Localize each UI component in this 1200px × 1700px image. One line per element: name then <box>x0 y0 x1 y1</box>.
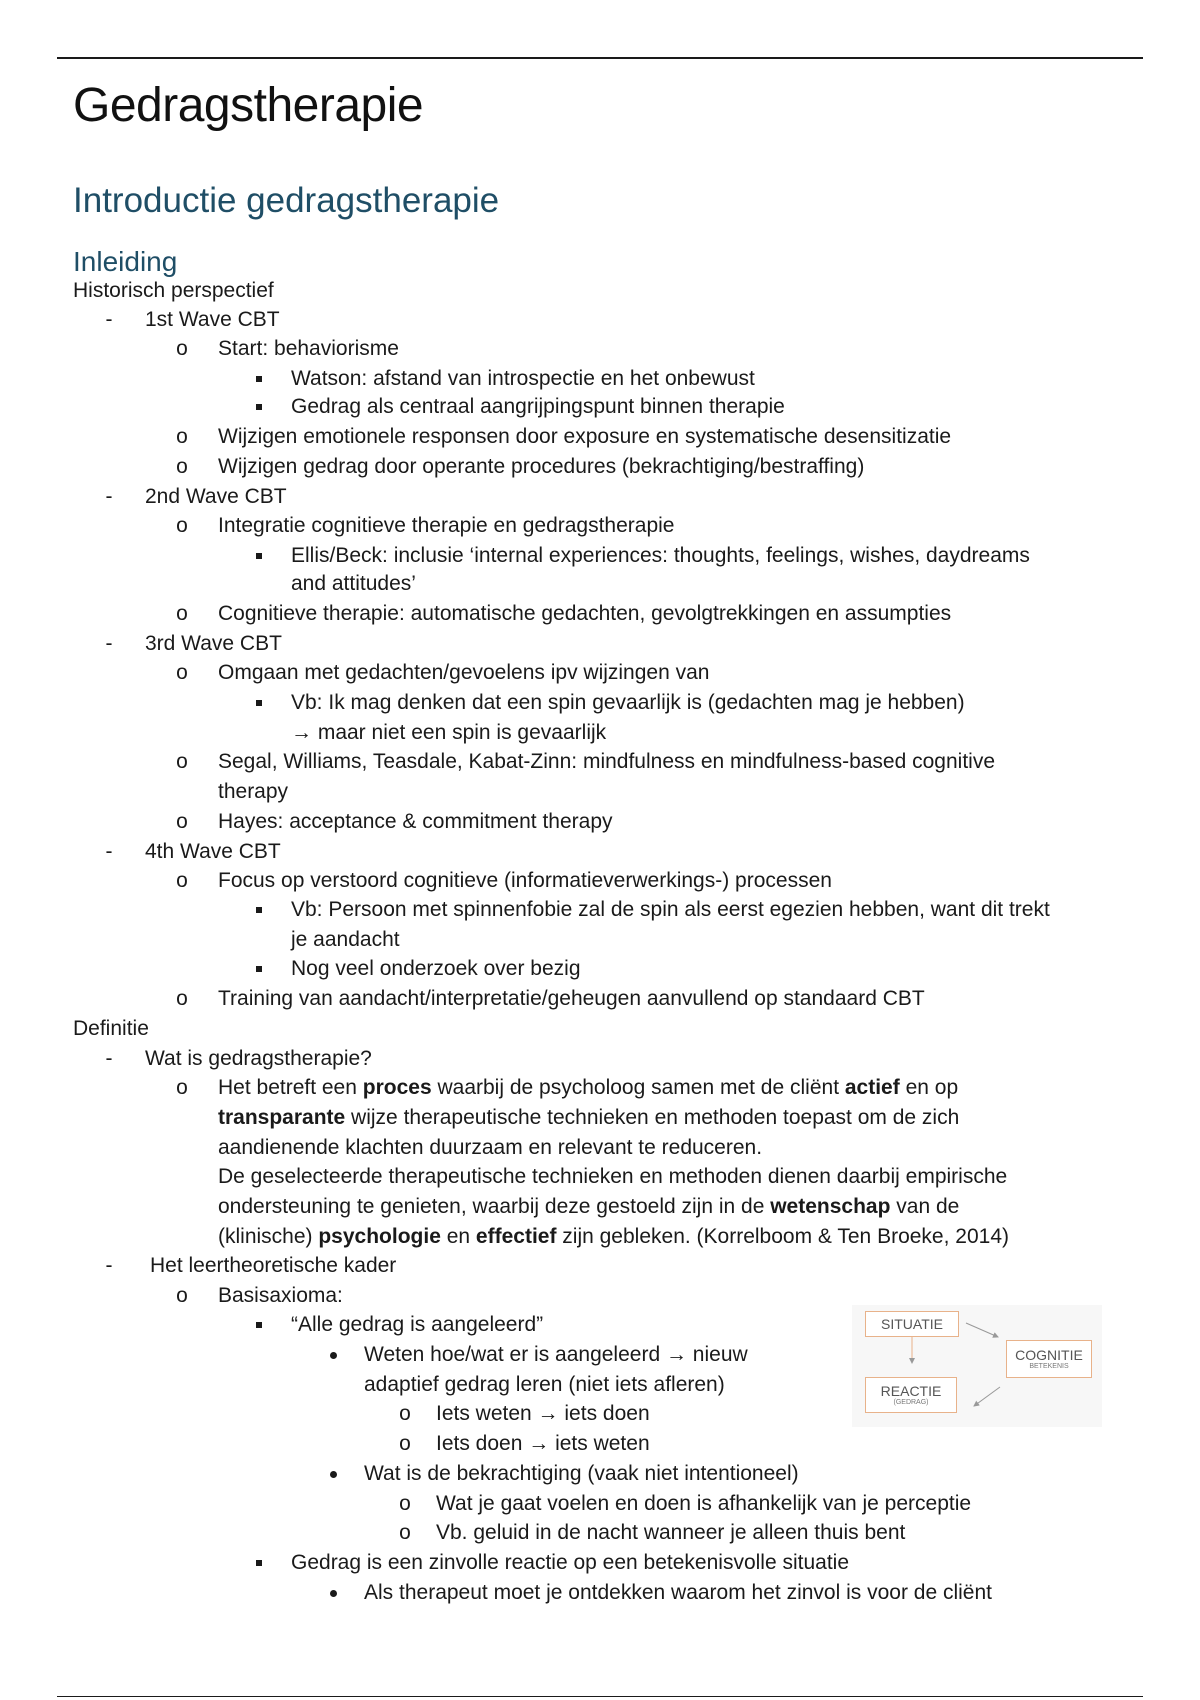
text-run: en <box>440 1225 476 1248</box>
round-bullet-icon <box>330 1471 337 1478</box>
circle-bullet-icon: o <box>176 810 188 833</box>
list-item: Gedrag als centraal aangrijpingspunt binnen therapie <box>291 395 785 418</box>
list-item: Start: behaviorisme <box>218 337 399 360</box>
list-item: Weten hoe/wat er is aangeleerd → nieuw <box>364 1343 748 1366</box>
list-item: Cognitieve therapie: automatische gedachten, gevolgtrekkingen en assumpties <box>218 602 952 625</box>
bold-term: transparante <box>218 1106 346 1129</box>
list-item: Het leertheoretische kader <box>150 1254 397 1277</box>
text-run: ondersteuning te genieten, waarbij deze gestoeld zijn in de <box>218 1195 771 1218</box>
list-item: Als therapeut moet je ontdekken waarom het zinvol is voor de cliënt <box>364 1581 993 1604</box>
list-item <box>218 1223 1009 1251</box>
list-item: Ellis/Beck: inclusie ‘internal experiences: thoughts, feelings, wishes, daydreams <box>291 544 1030 567</box>
list-item: Segal, Williams, Teasdale, Kabat-Zinn: mindfulness en mindfulness-based cognitive <box>218 750 996 773</box>
circle-bullet-icon: o <box>176 514 188 537</box>
list-item <box>218 1104 959 1132</box>
round-bullet-icon <box>330 1590 337 1597</box>
list-item: Vb: Persoon met spinnenfobie zal de spin als eerst egezien hebben, want dit trekt <box>291 898 1050 921</box>
square-bullet-icon <box>256 404 262 410</box>
list-item: and attitudes’ <box>291 572 416 595</box>
list-item: Training van aandacht/interpretatie/geheugen aanvullend op standaard CBT <box>218 987 925 1010</box>
list-item: Wat is gedragstherapie? <box>145 1047 372 1070</box>
square-bullet-icon <box>256 700 262 706</box>
bold-term: proces <box>362 1076 432 1099</box>
diagram-label-situatie: SITUATIE <box>881 1316 943 1332</box>
circle-bullet-icon: o <box>176 425 188 448</box>
list-item: Watson: afstand van introspectie en het onbewust <box>291 367 755 390</box>
dash-bullet-icon: - <box>105 308 113 331</box>
dash-bullet-icon: - <box>105 1254 113 1277</box>
square-bullet-icon <box>256 376 262 382</box>
section-heading: Introductie gedragstherapie <box>73 181 500 220</box>
circle-bullet-icon: o <box>399 1402 411 1425</box>
list-item: 3rd Wave CBT <box>145 632 282 655</box>
situation-cognition-reaction-diagram <box>852 1305 1102 1427</box>
list-item <box>218 1074 958 1102</box>
list-item: Iets weten → iets doen <box>436 1402 650 1425</box>
list-item: 1st Wave CBT <box>145 308 280 331</box>
list-item: Integratie cognitieve therapie en gedragstherapie <box>218 514 675 537</box>
round-bullet-icon <box>330 1352 337 1359</box>
list-item: je aandacht <box>291 928 400 951</box>
list-item: Hayes: acceptance & commitment therapy <box>218 810 613 833</box>
list-item: therapy <box>218 780 289 803</box>
bold-term: effectief <box>475 1225 557 1248</box>
text-run: (klinische) <box>218 1225 319 1248</box>
circle-bullet-icon: o <box>176 987 188 1010</box>
list-item: Omgaan met gedachten/gevoelens ipv wijzingen van <box>218 661 710 684</box>
circle-bullet-icon: o <box>176 661 188 684</box>
dash-bullet-icon: - <box>105 485 113 508</box>
diagram-sublabel-betekenis: BETEKENIS <box>1029 1363 1069 1370</box>
list-item <box>218 1193 959 1221</box>
bold-term: actief <box>844 1076 900 1099</box>
text-run: wijze therapeutische technieken en methoden toepast om de zich <box>345 1106 960 1129</box>
circle-bullet-icon: o <box>399 1492 411 1515</box>
list-item: Vb: Ik mag denken dat een spin gevaarlijk is (gedachten mag je hebben) <box>291 691 965 714</box>
text-run: waarbij de psycholoog samen met de cliënt <box>431 1076 845 1099</box>
list-item: Basisaxioma: <box>218 1284 343 1307</box>
diagram-sublabel-gedrag: (GEDRAG) <box>893 1399 929 1406</box>
square-bullet-icon <box>256 1560 262 1566</box>
top-rule <box>57 57 1143 59</box>
bold-term: psychologie <box>318 1225 441 1248</box>
square-bullet-icon <box>256 966 262 972</box>
list-item: Gedrag is een zinvolle reactie op een betekenisvolle situatie <box>291 1551 850 1574</box>
subsection-heading: Inleiding <box>73 246 178 277</box>
dash-bullet-icon: - <box>105 1047 113 1070</box>
page-title: Gedragstherapie <box>73 79 424 132</box>
text-run: zijn gebleken. (Korrelboom & Ten Broeke, 2014) <box>556 1225 1009 1248</box>
arrow-cognitie-reactie <box>974 1387 1000 1406</box>
circle-bullet-icon: o <box>176 455 188 478</box>
bottom-rule <box>57 1696 1143 1697</box>
dash-bullet-icon: - <box>105 840 113 863</box>
diagram-box-cognitie <box>1006 1340 1092 1378</box>
diagram-label-reactie: REACTIE <box>880 1383 942 1399</box>
square-bullet-icon <box>256 907 262 913</box>
list-item: Iets doen → iets weten <box>436 1432 650 1455</box>
text-run: Het betreft een <box>218 1076 363 1099</box>
circle-bullet-icon: o <box>176 602 188 625</box>
bold-term: wetenschap <box>770 1195 891 1218</box>
list-item: → maar niet een spin is gevaarlijk <box>291 721 607 744</box>
square-bullet-icon <box>256 553 262 559</box>
list-item: Wijzigen emotionele responsen door exposure en systematische desensitizatie <box>218 425 952 448</box>
list-item: Wat is de bekrachtiging (vaak niet intentioneel) <box>364 1462 799 1485</box>
list-item: adaptief gedrag leren (niet iets afleren) <box>364 1373 725 1396</box>
diagram-box-reactie <box>865 1377 957 1413</box>
list-item: aandienende klachten duurzaam en relevant te reduceren. <box>218 1136 763 1159</box>
diagram-box-situatie <box>865 1311 959 1337</box>
paragraph-label: Definitie <box>73 1017 149 1040</box>
text-run: en op <box>899 1076 959 1099</box>
dash-bullet-icon: - <box>105 632 113 655</box>
circle-bullet-icon: o <box>176 869 188 892</box>
list-item: 4th Wave CBT <box>145 840 281 863</box>
list-item: Nog veel onderzoek over bezig <box>291 957 581 980</box>
list-item: De geselecteerde therapeutische technieken en methoden dienen daarbij empirische <box>218 1165 1008 1188</box>
square-bullet-icon <box>256 1322 262 1328</box>
circle-bullet-icon: o <box>176 337 188 360</box>
circle-bullet-icon: o <box>176 750 188 773</box>
list-item: Vb. geluid in de nacht wanneer je alleen thuis bent <box>436 1521 906 1544</box>
circle-bullet-icon: o <box>399 1521 411 1544</box>
circle-bullet-icon: o <box>176 1284 188 1307</box>
list-item: 2nd Wave CBT <box>145 485 287 508</box>
arrow-situatie-cognitie <box>966 1323 998 1337</box>
text-run: van de <box>890 1195 960 1218</box>
circle-bullet-icon: o <box>176 1076 188 1099</box>
list-item: Focus op verstoord cognitieve (informatieverwerkings-) processen <box>218 869 832 892</box>
list-item: “Alle gedrag is aangeleerd” <box>291 1313 544 1336</box>
list-item: Wat je gaat voelen en doen is afhankelijk van je perceptie <box>436 1492 972 1515</box>
circle-bullet-icon: o <box>399 1432 411 1455</box>
paragraph-label: Historisch perspectief <box>73 279 274 302</box>
list-item: Wijzigen gedrag door operante procedures (bekrachtiging/bestraffing) <box>218 455 865 478</box>
diagram-label-cognitie: COGNITIE <box>1015 1347 1083 1363</box>
